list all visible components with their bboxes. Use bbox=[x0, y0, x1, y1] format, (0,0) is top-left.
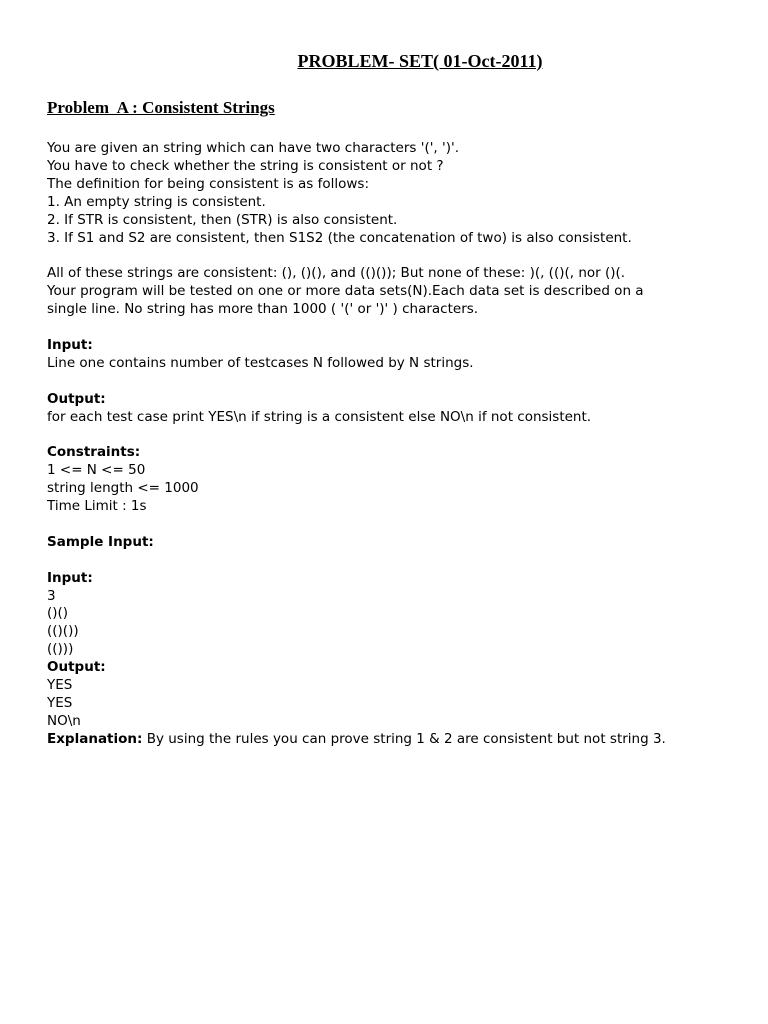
examples-paragraph bbox=[47, 265, 737, 319]
spacer bbox=[47, 426, 737, 444]
constraint-item: Time Limit : 1s bbox=[47, 498, 147, 515]
examples-line: single line. No string has more than 1000 ( '(' or ')' ) characters. bbox=[47, 301, 479, 318]
examples-line: Your program will be tested on one or more data sets(N).Each data set is described on a bbox=[47, 283, 644, 300]
description-paragraph bbox=[47, 140, 737, 247]
description-line: You are given an string which can have two characters '(', ')'. bbox=[47, 140, 459, 156]
explanation-line bbox=[47, 731, 737, 749]
input-text: Line one contains number of testcases N followed by N strings. bbox=[47, 354, 474, 371]
input-section bbox=[47, 337, 737, 373]
output-section bbox=[47, 391, 737, 427]
input-label: Input: bbox=[47, 336, 93, 353]
sample-input-line: (())) bbox=[47, 641, 74, 658]
constraint-item: 1 <= N <= 50 bbox=[47, 462, 146, 479]
description-line: You have to check whether the string is consistent or not ? bbox=[47, 157, 444, 174]
sample-output-line: NO\n bbox=[47, 712, 81, 729]
explanation-label: Explanation: bbox=[47, 730, 143, 747]
sample-output-line: YES bbox=[47, 695, 73, 711]
spacer bbox=[47, 552, 737, 570]
spacer bbox=[47, 247, 737, 265]
rule-item: 1. An empty string is consistent. bbox=[47, 193, 266, 210]
problem-heading: Problem A : Consistent Strings bbox=[47, 98, 275, 117]
spacer bbox=[47, 516, 737, 534]
sample-section bbox=[47, 570, 737, 749]
rule-item: 2. If STR is consistent, then (STR) is also consistent. bbox=[47, 211, 398, 228]
constraints-label: Constraints: bbox=[47, 444, 141, 461]
sample-output-line: YES bbox=[47, 677, 73, 694]
problem-body bbox=[47, 140, 737, 749]
constraints-section bbox=[47, 444, 737, 516]
output-text: for each test case print YES\n if string is a consistent else NO\n if not consistent. bbox=[47, 408, 592, 425]
description-line: The definition for being consistent is as follows: bbox=[47, 175, 369, 192]
spacer bbox=[47, 319, 737, 337]
sample-input-line: 3 bbox=[47, 587, 56, 604]
sample-input-heading: Input: bbox=[47, 569, 93, 586]
sample-input-line: ()() bbox=[47, 605, 69, 622]
spacer bbox=[47, 373, 737, 391]
output-label: Output: bbox=[47, 390, 106, 407]
sample-input-label: Sample Input: bbox=[47, 533, 154, 550]
examples-line: All of these strings are consistent: (), ()(), and (()()); But none of these: )(, (()(, nor ()(. bbox=[47, 265, 626, 282]
constraint-item: string length <= 1000 bbox=[47, 480, 199, 497]
sample-output-heading: Output: bbox=[47, 659, 106, 676]
document-title: PROBLEM- SET( 01-Oct-2011) bbox=[297, 51, 543, 71]
rule-item: 3. If S1 and S2 are consistent, then S1S2 (the concatenation of two) is also consistent. bbox=[47, 229, 632, 246]
sample-input-line: (()()) bbox=[47, 623, 79, 640]
explanation-text: By using the rules you can prove string 1 & 2 are consistent but not string 3. bbox=[142, 730, 666, 747]
